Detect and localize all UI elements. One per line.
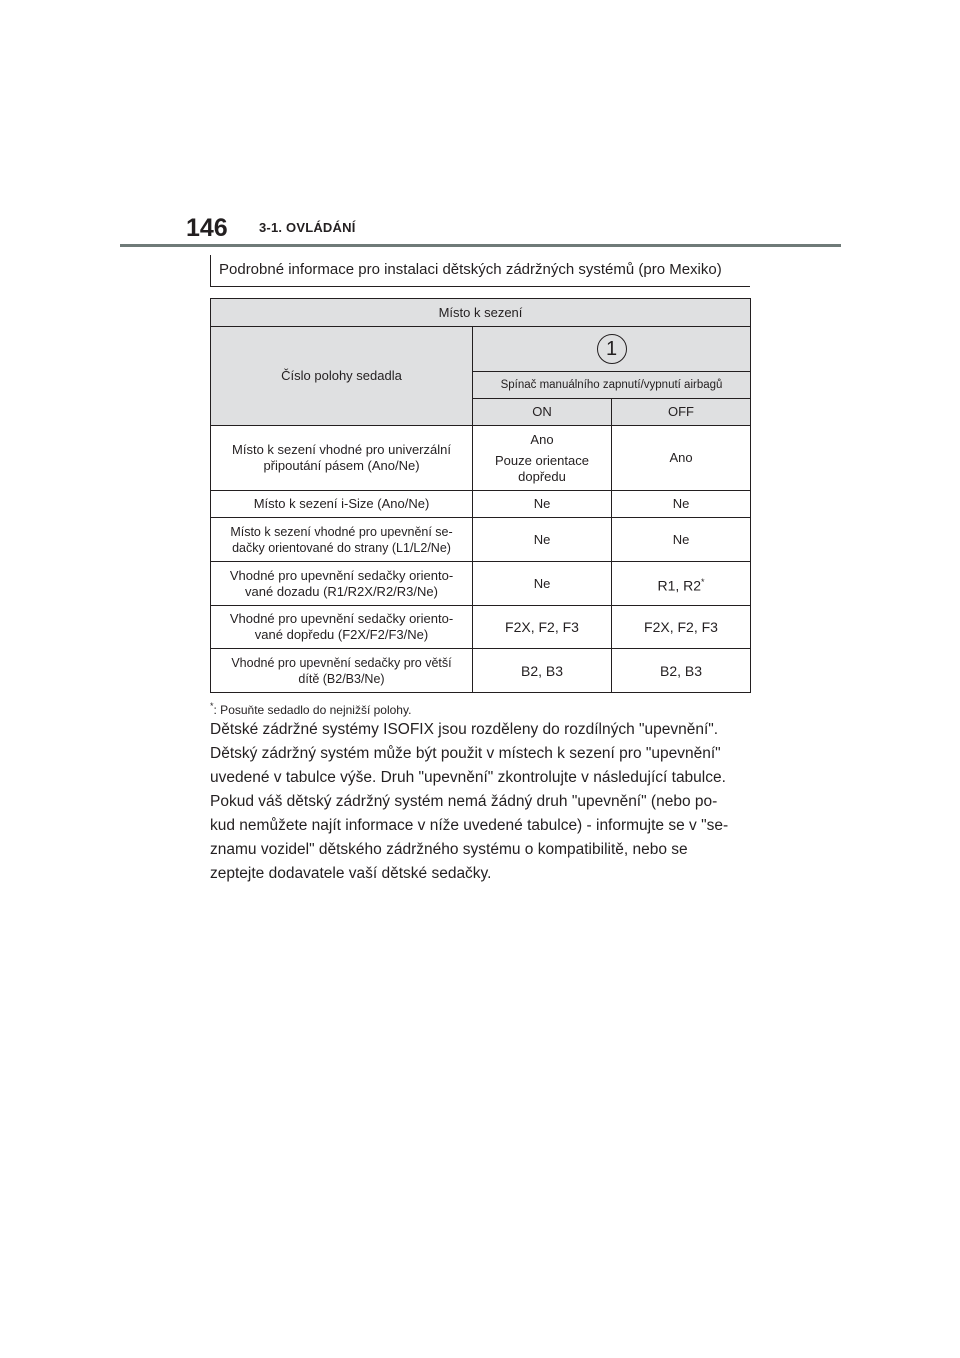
- paragraph-line: zeptejte dodavatele vaší dětské sedačky.: [210, 865, 492, 882]
- seat-number-cell: [473, 327, 751, 372]
- row-label-line: Vhodné pro upevnění sedačky oriento-: [229, 567, 454, 583]
- cell-on-booster: B2, B3: [473, 649, 612, 693]
- paragraph-line: Dětské zádržné systémy ISOFIX jsou rozděleny do rozdílných "upevnění".: [210, 721, 719, 738]
- row-label-line: dačky orientované do strany (L1/L2/Ne): [232, 540, 451, 555]
- row-label-forward: [211, 606, 473, 649]
- paragraph-line: Pokud váš dětský zádržný systém nemá žádný druh "upevnění" (nebo po-: [210, 793, 718, 810]
- cell-on-forward: F2X, F2, F3: [473, 606, 612, 649]
- row-label-line: připoutání pásem (Ano/Ne): [263, 458, 420, 473]
- header-divider: [120, 244, 841, 247]
- cell-off-booster: B2, B3: [612, 649, 751, 693]
- row-label-line: vané dozadu (R1/R2X/R2/R3/Ne): [245, 583, 438, 599]
- seat-number-badge: 1: [597, 334, 627, 364]
- footnote-text: : Posuňte sedadlo do nejnižší polohy.: [213, 703, 412, 717]
- cell-off-lateral: Ne: [612, 518, 751, 562]
- cell-on-isize: Ne: [473, 491, 612, 518]
- cell-off-rearward: [612, 562, 751, 606]
- paragraph-line: uvedené v tabulce výše. Druh "upevnění" zkontrolujte v následující tabulce.: [210, 769, 726, 786]
- row-label-line: vané dopředu (F2X/F2/F3/Ne): [254, 627, 429, 642]
- cell-on-lateral: Ne: [473, 518, 612, 562]
- cell-on-rearward: Ne: [473, 562, 612, 606]
- row-label-line: Místo k sezení vhodné pro univerzální: [232, 442, 451, 457]
- airbag-switch-header: Spínač manuálního zapnutí/vypnutí airbagů: [473, 372, 751, 399]
- page-number: 146: [186, 214, 228, 242]
- row-label-line: Vhodné pro upevnění sedačky pro větší: [231, 655, 452, 670]
- row-label-rearward: [211, 562, 473, 606]
- cell-line: dopředu: [518, 468, 566, 484]
- row-label-line: Vhodné pro upevnění sedačky oriento-: [229, 611, 454, 626]
- row-label-line: Místo k sezení vhodné pro upevnění se-: [230, 524, 453, 539]
- cell-off-rearward-value: R1, R2: [657, 577, 702, 594]
- seat-position-header: Číslo polohy sedadla: [211, 327, 473, 426]
- paragraph-line: kud nemůžete najít informace v níže uvedené tabulce) - informujte se v "se-: [210, 817, 729, 834]
- row-label-line: Místo k sezení i-Size (Ano/Ne): [253, 496, 430, 511]
- seat-table: [210, 298, 751, 693]
- paragraph-line: Dětský zádržný systém může být použit v místech k sezení pro "upevnění": [210, 745, 721, 762]
- footnote-marker: *: [701, 576, 705, 587]
- cell-line: Ano: [530, 431, 554, 447]
- row-label-lateral: [211, 518, 473, 562]
- footnote-mark: *: [210, 701, 214, 711]
- footnote: [210, 698, 411, 718]
- paragraph-line: znamu vozidel" dětského zádržného systému o kompatibilitě, nebo se: [210, 841, 688, 858]
- cell-off-isize: Ne: [612, 491, 751, 518]
- row-label-isize: [211, 491, 473, 518]
- body-paragraph: [210, 718, 770, 886]
- section-title: 3-1. OVLÁDÁNÍ: [259, 220, 356, 235]
- cell-off-forward: F2X, F2, F3: [612, 606, 751, 649]
- col-off-header: OFF: [612, 399, 751, 426]
- row-label-universal: [211, 426, 473, 491]
- row-label-line: dítě (B2/B3/Ne): [298, 671, 385, 686]
- cell-off-universal: Ano: [612, 426, 751, 491]
- cell-on-universal: [473, 426, 612, 491]
- row-label-booster: [211, 649, 473, 693]
- cell-line: Pouze orientace: [495, 452, 589, 468]
- table-caption: Podrobné informace pro instalaci dětských zádržných systémů (pro Mexiko): [210, 255, 750, 287]
- seat-header: Místo k sezení: [211, 299, 751, 327]
- col-on-header: ON: [473, 399, 612, 426]
